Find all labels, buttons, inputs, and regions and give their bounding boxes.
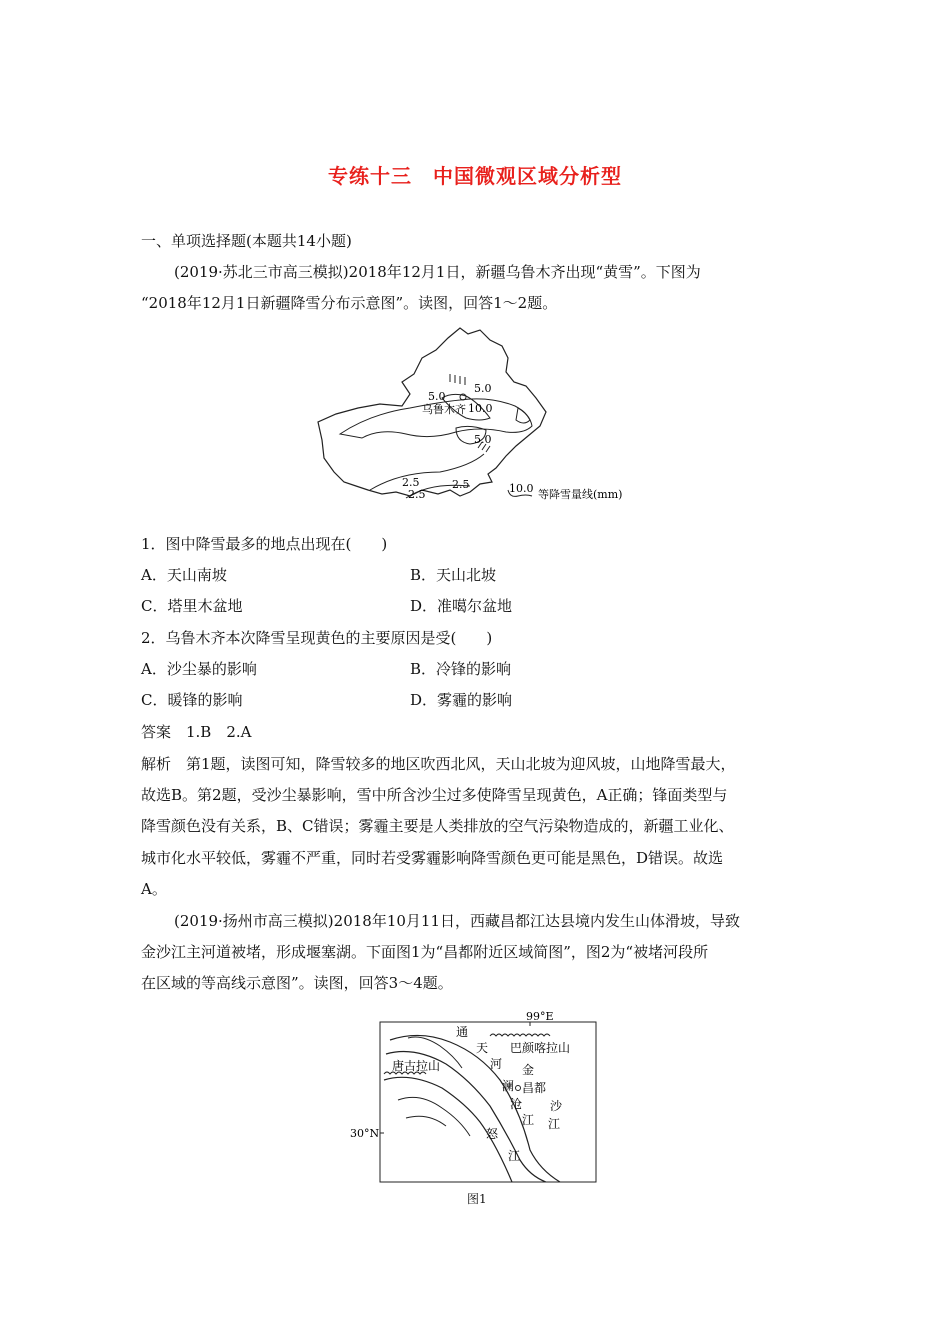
q1-option-c: C．塔里木盆地 [141, 597, 243, 615]
q2-option-d: D．雾霾的影响 [410, 691, 513, 709]
map-label: 江 [522, 1113, 535, 1127]
map-label: 通 [456, 1025, 469, 1039]
contour-label: 2.5 [402, 476, 420, 489]
intro1-line1: (2019·苏北三市高三模拟)2018年12月1日，新疆乌鲁木齐出现“黄雪”。下图为 [174, 263, 701, 281]
q1-option-b: B．天山北坡 [410, 566, 497, 584]
map-label: 天 [476, 1041, 489, 1055]
section-heading: 一、单项选择题(本题共14小题) [141, 232, 352, 250]
map-label: 沙 [550, 1099, 563, 1113]
answer: 答案 1.B 2.A [141, 723, 252, 741]
changdu-region-map [350, 1010, 600, 1185]
intro1-line2: “2018年12月1日新疆降雪分布示意图”。读图，回答1～2题。 [141, 294, 558, 312]
q1-option-d: D．准噶尔盆地 [410, 597, 513, 615]
latitude-label: 30°N [350, 1127, 380, 1140]
legend-value: 10.0 [509, 482, 534, 495]
contour-label: 2.5 [452, 478, 470, 491]
longitude-label: 99°E [526, 1010, 554, 1023]
q2-option-a: A．沙尘暴的影响 [141, 660, 257, 678]
analysis-line4: 城市化水平较低，雾霾不严重，同时若受雾霾影响降雪颜色更可能是黑色，D错误。故选 [141, 849, 724, 867]
analysis-line5: A。 [141, 880, 167, 898]
q1-option-a: A．天山南坡 [141, 566, 227, 584]
xinjiang-snowfall-map [310, 322, 650, 512]
map-label: 沧 [510, 1097, 523, 1111]
question-2: 2．乌鲁木齐本次降雪呈现黄色的主要原因是受( ) [141, 629, 493, 647]
mountain-label: 巴颜喀拉山 [510, 1041, 571, 1055]
city-label: 乌鲁木齐 [422, 403, 466, 416]
q2-option-b: B．冷锋的影响 [410, 660, 512, 678]
contour-label: 10.0 [468, 402, 493, 415]
map-label: 怒 [486, 1127, 499, 1141]
legend-text: 等降雪量线(mm) [538, 488, 623, 501]
map-label: 江 [508, 1149, 521, 1163]
intro2-line1: (2019·扬州市高三模拟)2018年10月11日，西藏昌都江达县境内发生山体滑坡，导致 [174, 912, 740, 930]
map-label: 澜 [502, 1079, 515, 1093]
contour-label: 5.0 [474, 433, 492, 446]
contour-label: 5.0 [474, 382, 492, 395]
question-1: 1．图中降雪最多的地点出现在( ) [141, 535, 388, 553]
analysis-line2: 故选B。第2题，受沙尘暴影响，雪中所含沙尘过多使降雪呈现黄色，A正确；锋面类型与 [141, 786, 728, 804]
map-label: 河 [490, 1057, 503, 1071]
map-label: 金 [522, 1063, 535, 1077]
q2-option-c: C．暖锋的影响 [141, 691, 243, 709]
page-title: 专练十三 中国微观区域分析型 [328, 164, 622, 188]
intro2-line2: 金沙江主河道被堵，形成堰塞湖。下面图1为“昌都附近区域简图”，图2为“被堵河段所 [141, 943, 709, 961]
figure-caption: 图1 [467, 1192, 487, 1206]
intro2-line3: 在区域的等高线示意图”。读图，回答3～4题。 [141, 974, 453, 992]
city-label: 昌都 [522, 1081, 547, 1095]
analysis-line1: 解析 第1题，读图可知，降雪较多的地区吹西北风，天山北坡为迎风坡，山地降雪最大， [141, 755, 736, 773]
contour-label: 2.5 [408, 488, 426, 501]
mountain-label: 唐古拉山 [392, 1059, 441, 1073]
contour-label: 5.0 [428, 390, 446, 403]
analysis-line3: 降雪颜色没有关系，B、C错误；雾霾主要是人类排放的空气污染物造成的，新疆工业化、 [141, 817, 734, 835]
map-label: 江 [548, 1117, 561, 1131]
